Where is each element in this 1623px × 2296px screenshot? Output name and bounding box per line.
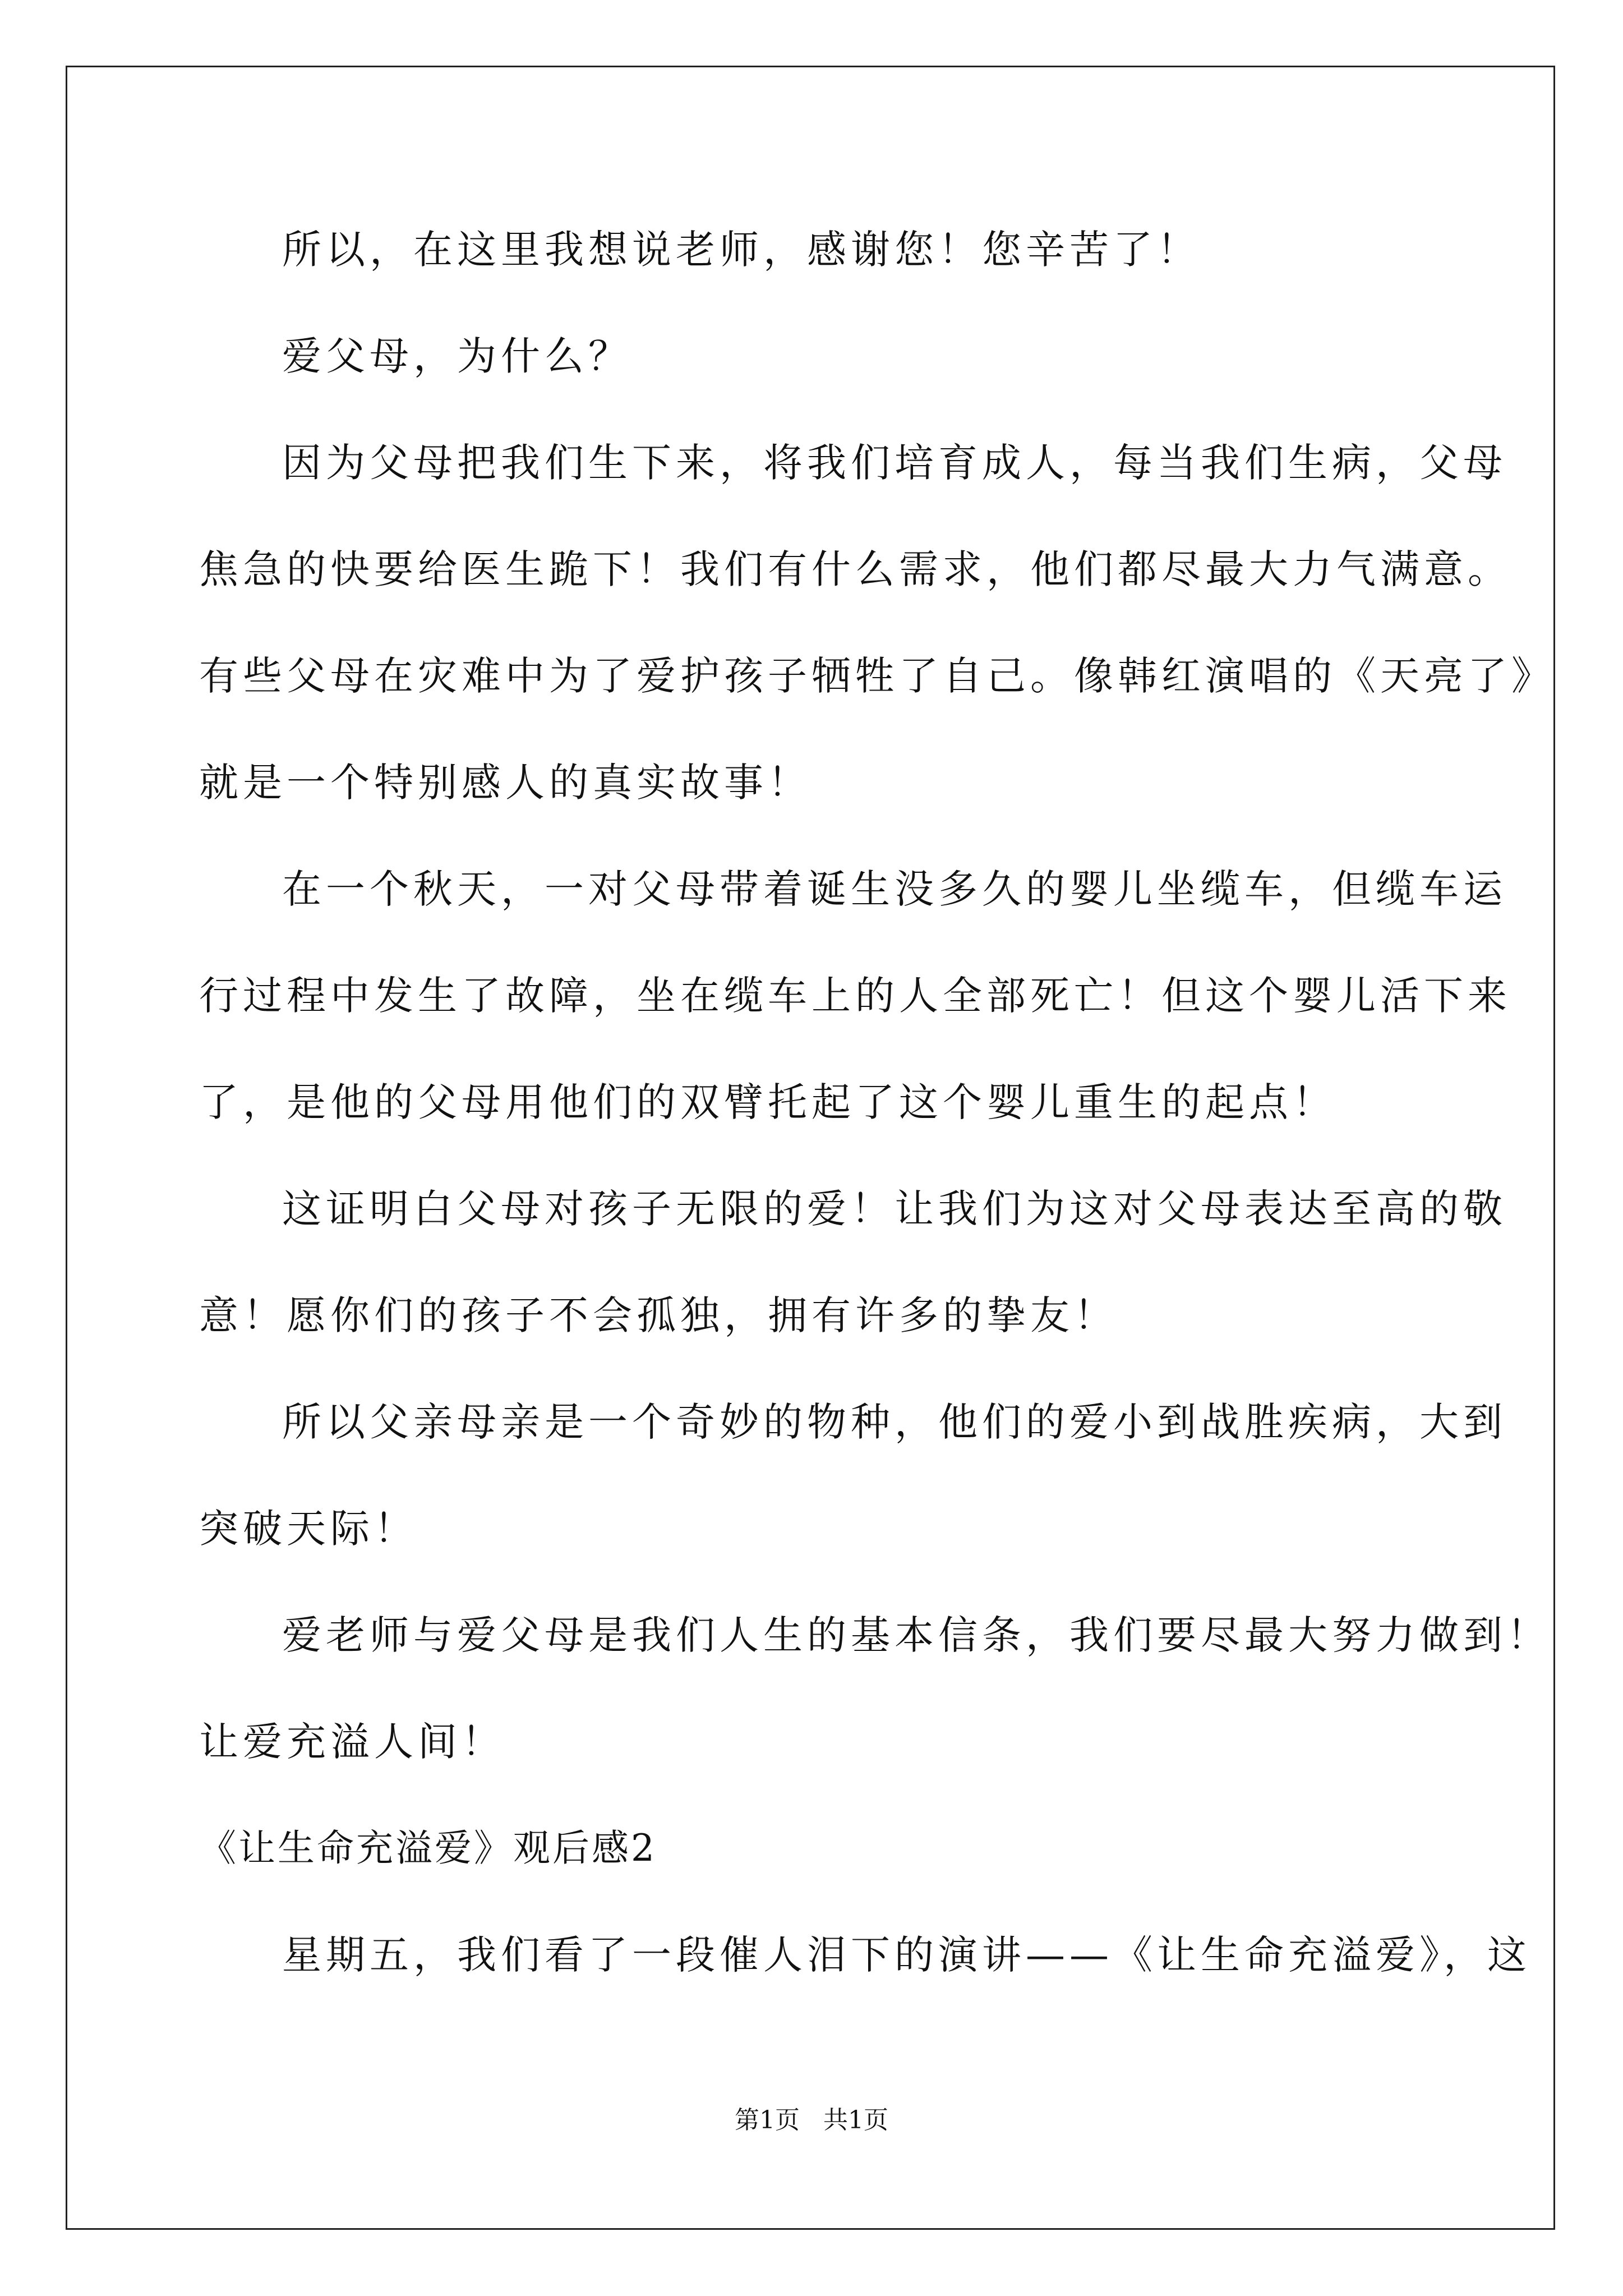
paragraph-line: 所以父亲母亲是一个奇妙的物种，他们的爱小到战胜疾病，大到 [282,1399,1507,1445]
section-heading: 《让生命充溢爱》观后感2 [199,1826,657,1870]
paragraph-line: 有些父母在灾难中为了爱护孩子牺牲了自己。像韩红演唱的《天亮了》 [199,653,1555,699]
paragraph-line: 突破天际！ [199,1506,418,1552]
paragraph-line: 星期五，我们看了一段催人泪下的演讲——《让生命充溢爱》，这 [282,1932,1531,1978]
paragraph-line: 了，是他的父母用他们的双臂托起了这个婴儿重生的起点！ [199,1079,1336,1125]
paragraph-line: 意！愿你们的孩子不会孤独，拥有许多的挚友！ [199,1292,1118,1338]
paragraph-line: 爱老师与爱父母是我们人生的基本信条，我们要尽最大努力做到！ [282,1612,1551,1658]
paragraph-line: 所以，在这里我想说老师，感谢您！您辛苦了！ [282,227,1201,273]
paragraph-line: 在一个秋天，一对父母带着诞生没多久的婴儿坐缆车，但缆车运 [282,866,1507,912]
paragraph-line: 因为父母把我们生下来，将我们培育成人，每当我们生病，父母 [282,440,1507,486]
paragraph-line: 这证明白父母对孩子无限的爱！让我们为这对父母表达至高的敬 [282,1186,1507,1232]
paragraph-line: 就是一个特别感人的真实故事！ [199,760,811,806]
paragraph-line: 行过程中发生了故障，坐在缆车上的人全部死亡！但这个婴儿活下来 [199,973,1511,1019]
paragraph-line: 让爱充溢人间！ [199,1719,505,1765]
page-border [66,66,1555,2230]
paragraph-line: 爱父母，为什么？ [282,333,632,379]
page-footer: 第1页 共1页 [735,2106,888,2134]
paragraph-line: 焦急的快要给医生跪下！我们有什么需求，他们都尽最大力气满意。 [199,546,1511,592]
